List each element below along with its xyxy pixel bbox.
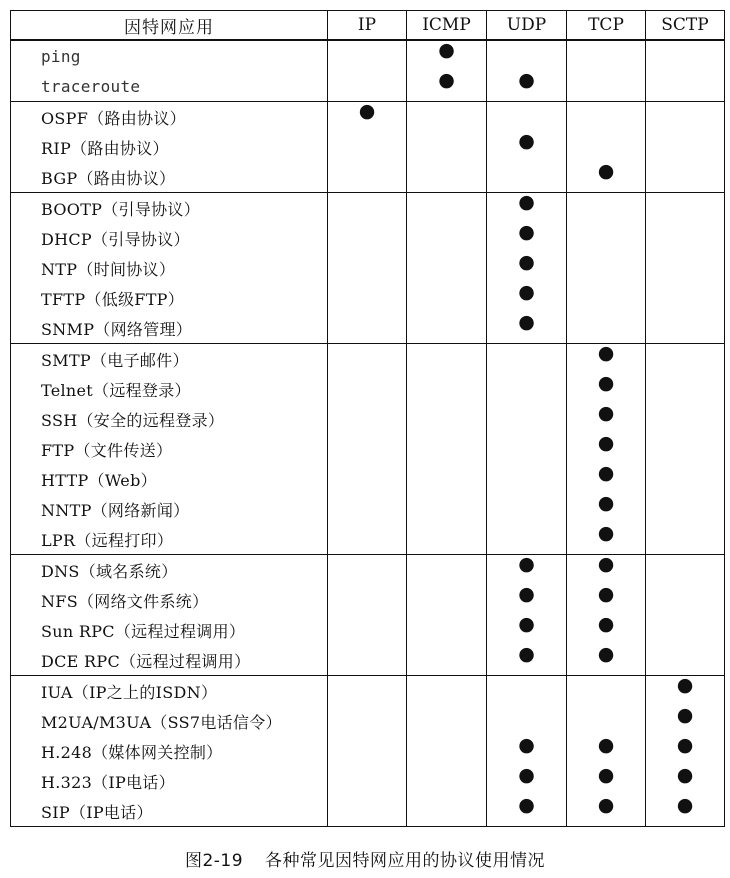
table-row bbox=[11, 796, 725, 827]
usage-dot-icon: ● bbox=[438, 68, 455, 91]
cell-tcp bbox=[567, 132, 646, 162]
application-group bbox=[11, 190, 725, 344]
application-name: traceroute bbox=[11, 71, 328, 102]
protocol-usage-table bbox=[10, 10, 725, 827]
cell-udp bbox=[487, 374, 567, 404]
cell-icmp bbox=[407, 766, 487, 796]
cell-sctp bbox=[646, 374, 725, 404]
usage-dot-icon: ● bbox=[597, 401, 615, 424]
application-name: DHCP（引导协议） bbox=[11, 223, 328, 253]
cell-tcp bbox=[567, 313, 646, 344]
table-row bbox=[11, 766, 725, 796]
usage-dot-icon: ● bbox=[597, 159, 615, 182]
cell-ip bbox=[328, 464, 407, 494]
usage-dot-icon: ● bbox=[597, 521, 615, 544]
table-row bbox=[11, 736, 725, 766]
cell-tcp bbox=[567, 706, 646, 736]
usage-dot-icon: ● bbox=[518, 280, 535, 303]
usage-dot-icon: ● bbox=[518, 190, 535, 213]
cell-sctp bbox=[646, 313, 725, 344]
cell-udp bbox=[487, 552, 567, 586]
cell-ip bbox=[328, 524, 407, 555]
cell-udp bbox=[487, 344, 567, 375]
table-row bbox=[11, 344, 725, 375]
cell-sctp bbox=[646, 615, 725, 645]
table-row bbox=[11, 555, 725, 586]
cell-ip bbox=[328, 676, 407, 707]
usage-dot-icon: ● bbox=[518, 763, 535, 786]
cell-sctp bbox=[646, 40, 725, 71]
cell-udp bbox=[487, 733, 567, 766]
cell-ip bbox=[328, 374, 407, 404]
cell-udp bbox=[487, 793, 567, 827]
cell-sctp bbox=[646, 763, 725, 796]
cell-udp bbox=[487, 494, 567, 524]
table-row bbox=[11, 102, 725, 133]
cell-icmp bbox=[407, 132, 487, 162]
table-row bbox=[11, 494, 725, 524]
cell-udp bbox=[487, 706, 567, 736]
cell-icmp bbox=[407, 223, 487, 253]
caption-text: 各种常见因特网应用的协议使用情况 bbox=[265, 851, 546, 871]
figure-caption bbox=[0, 846, 730, 871]
usage-dot-icon: ● bbox=[518, 250, 535, 273]
cell-ip bbox=[328, 193, 407, 224]
application-name: M2UA/M3UA（SS7电话信令） bbox=[11, 706, 328, 736]
cell-ip bbox=[328, 132, 407, 162]
usage-dot-icon: ● bbox=[358, 99, 376, 122]
application-name: FTP（文件传送） bbox=[11, 434, 328, 464]
table-row bbox=[11, 434, 725, 464]
table-row bbox=[11, 524, 725, 555]
usage-dot-icon: ● bbox=[518, 642, 535, 665]
application-name: NNTP（网络新闻） bbox=[11, 494, 328, 524]
table-row bbox=[11, 193, 725, 224]
cell-tcp bbox=[567, 102, 646, 133]
usage-dot-icon: ● bbox=[676, 733, 694, 756]
application-name: NFS（网络文件系统） bbox=[11, 585, 328, 615]
usage-dot-icon: ● bbox=[518, 552, 535, 575]
application-name: SIP（IP电话） bbox=[11, 796, 328, 827]
cell-sctp bbox=[646, 793, 725, 827]
cell-icmp bbox=[407, 434, 487, 464]
cell-tcp bbox=[567, 71, 646, 102]
application-name: SMTP（电子邮件） bbox=[11, 344, 328, 375]
cell-tcp bbox=[567, 283, 646, 313]
cell-ip bbox=[328, 494, 407, 524]
cell-icmp bbox=[407, 645, 487, 676]
header-udp: UDP bbox=[487, 11, 567, 41]
cell-icmp bbox=[407, 102, 487, 133]
application-name: H.323（IP电话） bbox=[11, 766, 328, 796]
usage-dot-icon: ● bbox=[518, 310, 535, 333]
application-name: Telnet（远程登录） bbox=[11, 374, 328, 404]
cell-tcp bbox=[567, 223, 646, 253]
application-group bbox=[11, 552, 725, 676]
table-row bbox=[11, 313, 725, 344]
usage-dot-icon: ● bbox=[597, 793, 615, 816]
cell-ip bbox=[328, 766, 407, 796]
cell-tcp bbox=[567, 401, 646, 434]
cell-udp bbox=[487, 280, 567, 313]
cell-tcp bbox=[567, 612, 646, 645]
cell-sctp bbox=[646, 223, 725, 253]
cell-udp bbox=[487, 676, 567, 707]
cell-tcp bbox=[567, 431, 646, 464]
cell-tcp bbox=[567, 461, 646, 494]
table-row bbox=[11, 645, 725, 676]
cell-sctp bbox=[646, 404, 725, 434]
usage-dot-icon: ● bbox=[518, 793, 535, 816]
cell-sctp bbox=[646, 585, 725, 615]
usage-dot-icon: ● bbox=[518, 129, 535, 152]
cell-icmp bbox=[407, 464, 487, 494]
cell-tcp bbox=[567, 341, 646, 375]
usage-dot-icon: ● bbox=[676, 673, 694, 696]
cell-icmp bbox=[407, 68, 487, 102]
usage-dot-icon: ● bbox=[518, 68, 535, 91]
table-row bbox=[11, 253, 725, 283]
application-name: IUA（IP之上的ISDN） bbox=[11, 676, 328, 707]
usage-dot-icon: ● bbox=[597, 612, 615, 635]
usage-dot-icon: ● bbox=[518, 220, 535, 243]
cell-ip bbox=[328, 434, 407, 464]
cell-sctp bbox=[646, 132, 725, 162]
cell-sctp bbox=[646, 102, 725, 133]
cell-icmp bbox=[407, 404, 487, 434]
cell-sctp bbox=[646, 193, 725, 224]
table-row bbox=[11, 40, 725, 71]
application-name: ping bbox=[11, 40, 328, 71]
cell-sctp bbox=[646, 283, 725, 313]
application-name: NTP（时间协议） bbox=[11, 253, 328, 283]
cell-sctp bbox=[646, 253, 725, 283]
cell-udp bbox=[487, 582, 567, 615]
cell-tcp bbox=[567, 193, 646, 224]
cell-sctp bbox=[646, 162, 725, 193]
application-name: HTTP（Web） bbox=[11, 464, 328, 494]
cell-ip bbox=[328, 223, 407, 253]
usage-dot-icon: ● bbox=[597, 582, 615, 605]
cell-udp bbox=[487, 763, 567, 796]
table-row bbox=[11, 706, 725, 736]
cell-udp bbox=[487, 524, 567, 555]
usage-dot-icon: ● bbox=[597, 733, 615, 756]
cell-sctp bbox=[646, 703, 725, 736]
cell-icmp bbox=[407, 494, 487, 524]
usage-dot-icon: ● bbox=[597, 491, 615, 514]
application-name: BGP（路由协议） bbox=[11, 162, 328, 193]
application-name: OSPF（路由协议） bbox=[11, 102, 328, 133]
cell-icmp bbox=[407, 313, 487, 344]
cell-sctp bbox=[646, 434, 725, 464]
header-sctp: SCTP bbox=[646, 11, 725, 41]
cell-tcp bbox=[567, 793, 646, 827]
application-group bbox=[11, 99, 725, 193]
application-group bbox=[11, 40, 725, 102]
cell-tcp bbox=[567, 582, 646, 615]
cell-icmp bbox=[407, 706, 487, 736]
cell-tcp bbox=[567, 40, 646, 71]
usage-dot-icon: ● bbox=[438, 38, 455, 61]
header-ip: IP bbox=[328, 11, 407, 41]
cell-tcp bbox=[567, 159, 646, 193]
cell-tcp bbox=[567, 763, 646, 796]
table-row bbox=[11, 615, 725, 645]
cell-icmp bbox=[407, 374, 487, 404]
cell-sctp bbox=[646, 494, 725, 524]
application-name: TFTP（低级FTP） bbox=[11, 283, 328, 313]
usage-dot-icon: ● bbox=[597, 371, 615, 394]
table-row bbox=[11, 404, 725, 434]
table-row bbox=[11, 132, 725, 162]
cell-udp bbox=[487, 220, 567, 253]
usage-dot-icon: ● bbox=[518, 582, 535, 605]
application-name: RIP（路由协议） bbox=[11, 132, 328, 162]
cell-ip bbox=[328, 645, 407, 676]
cell-icmp bbox=[407, 736, 487, 766]
application-name: LPR（远程打印） bbox=[11, 524, 328, 555]
figure-number: 图2-19 bbox=[184, 851, 244, 871]
application-name: DNS（域名系统） bbox=[11, 555, 328, 586]
cell-icmp bbox=[407, 344, 487, 375]
cell-ip bbox=[328, 585, 407, 615]
usage-dot-icon: ● bbox=[518, 733, 535, 756]
header-icmp: ICMP bbox=[407, 11, 487, 41]
cell-tcp bbox=[567, 733, 646, 766]
cell-udp bbox=[487, 102, 567, 133]
application-name: SNMP（网络管理） bbox=[11, 313, 328, 344]
table-row bbox=[11, 585, 725, 615]
cell-ip bbox=[328, 313, 407, 344]
usage-dot-icon: ● bbox=[597, 461, 615, 484]
cell-tcp bbox=[567, 371, 646, 404]
usage-dot-icon: ● bbox=[597, 763, 615, 786]
cell-udp bbox=[487, 464, 567, 494]
cell-icmp bbox=[407, 524, 487, 555]
cell-udp bbox=[487, 40, 567, 71]
application-name: H.248（媒体网关控制） bbox=[11, 736, 328, 766]
cell-icmp bbox=[407, 615, 487, 645]
cell-sctp bbox=[646, 344, 725, 375]
cell-ip bbox=[328, 71, 407, 102]
application-name: SSH（安全的远程登录） bbox=[11, 404, 328, 434]
cell-udp bbox=[487, 129, 567, 162]
cell-ip bbox=[328, 615, 407, 645]
cell-ip bbox=[328, 40, 407, 71]
cell-tcp bbox=[567, 253, 646, 283]
cell-ip bbox=[328, 344, 407, 375]
cell-ip bbox=[328, 404, 407, 434]
cell-tcp bbox=[567, 521, 646, 555]
header-tcp: TCP bbox=[567, 11, 646, 41]
cell-udp bbox=[487, 162, 567, 193]
cell-icmp bbox=[407, 253, 487, 283]
cell-sctp bbox=[646, 464, 725, 494]
header-row bbox=[11, 11, 725, 41]
cell-icmp bbox=[407, 162, 487, 193]
cell-udp bbox=[487, 310, 567, 344]
cell-ip bbox=[328, 706, 407, 736]
table-row bbox=[11, 464, 725, 494]
cell-ip bbox=[328, 796, 407, 827]
cell-icmp bbox=[407, 676, 487, 707]
cell-icmp bbox=[407, 193, 487, 224]
cell-icmp bbox=[407, 40, 487, 71]
cell-sctp bbox=[646, 733, 725, 766]
cell-sctp bbox=[646, 673, 725, 707]
cell-tcp bbox=[567, 552, 646, 586]
cell-ip bbox=[328, 162, 407, 193]
cell-sctp bbox=[646, 524, 725, 555]
cell-icmp bbox=[407, 283, 487, 313]
cell-ip bbox=[328, 253, 407, 283]
cell-tcp bbox=[567, 491, 646, 524]
application-name: BOOTP（引导协议） bbox=[11, 193, 328, 224]
cell-udp bbox=[487, 190, 567, 224]
cell-ip bbox=[328, 555, 407, 586]
table-header bbox=[11, 11, 725, 41]
application-group bbox=[11, 341, 725, 555]
cell-tcp bbox=[567, 642, 646, 676]
table-row bbox=[11, 71, 725, 102]
table-row bbox=[11, 283, 725, 313]
cell-sctp bbox=[646, 645, 725, 676]
application-name: DCE RPC（远程过程调用） bbox=[11, 645, 328, 676]
cell-ip bbox=[328, 283, 407, 313]
cell-udp bbox=[487, 612, 567, 645]
application-name: Sun RPC（远程过程调用） bbox=[11, 615, 328, 645]
cell-ip bbox=[328, 736, 407, 766]
usage-dot-icon: ● bbox=[597, 642, 615, 665]
cell-udp bbox=[487, 68, 567, 102]
cell-tcp bbox=[567, 676, 646, 707]
cell-udp bbox=[487, 434, 567, 464]
usage-dot-icon: ● bbox=[597, 431, 615, 454]
usage-dot-icon: ● bbox=[597, 552, 615, 575]
cell-udp bbox=[487, 404, 567, 434]
table-row bbox=[11, 162, 725, 193]
usage-dot-icon: ● bbox=[597, 341, 615, 364]
table-row bbox=[11, 223, 725, 253]
table-row bbox=[11, 676, 725, 707]
cell-ip bbox=[328, 99, 407, 133]
cell-sctp bbox=[646, 555, 725, 586]
application-group bbox=[11, 673, 725, 827]
cell-icmp bbox=[407, 796, 487, 827]
usage-dot-icon: ● bbox=[676, 763, 694, 786]
cell-sctp bbox=[646, 71, 725, 102]
usage-dot-icon: ● bbox=[676, 703, 694, 726]
cell-icmp bbox=[407, 555, 487, 586]
cell-udp bbox=[487, 642, 567, 676]
table-row bbox=[11, 374, 725, 404]
usage-dot-icon: ● bbox=[518, 612, 535, 635]
header-application: 因特网应用 bbox=[11, 11, 328, 41]
cell-udp bbox=[487, 250, 567, 283]
cell-icmp bbox=[407, 585, 487, 615]
usage-dot-icon: ● bbox=[676, 793, 694, 816]
